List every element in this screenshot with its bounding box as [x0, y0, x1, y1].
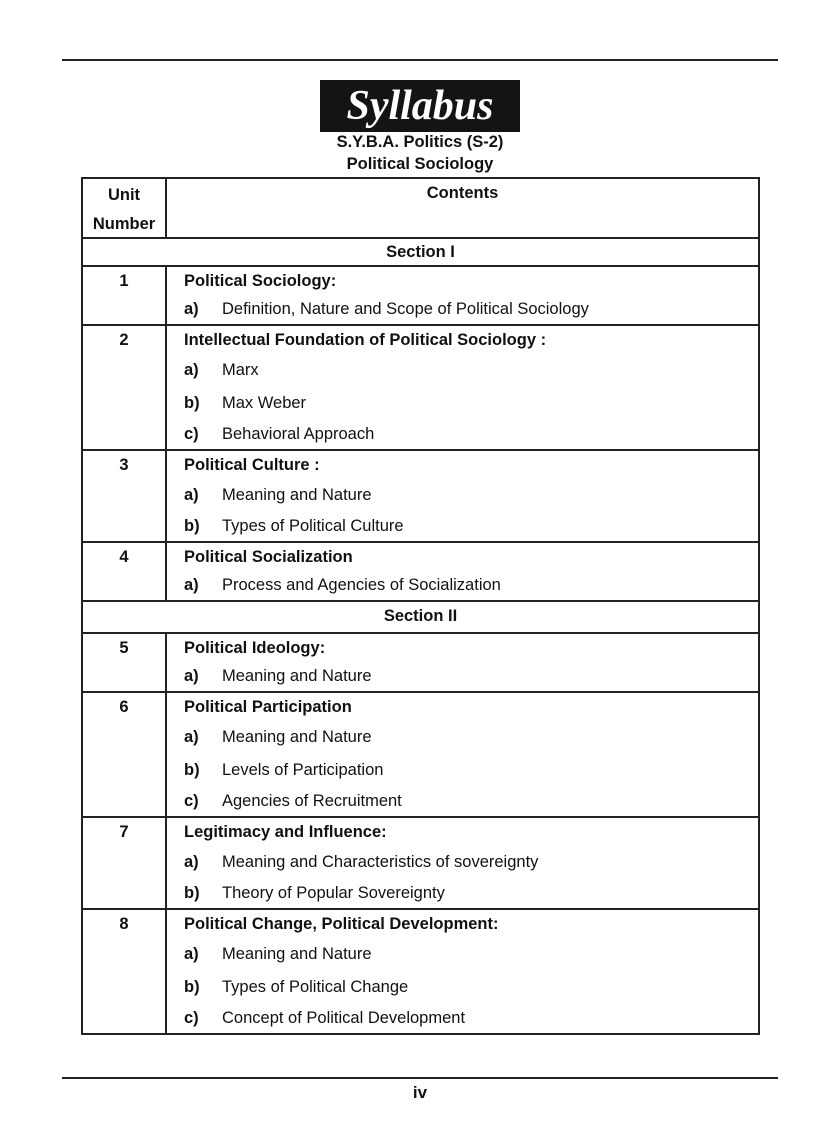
item-text: Meaning and Characteristics of sovereignty — [222, 853, 539, 871]
list-item — [184, 1004, 758, 1033]
unit-title: Political Socialization — [184, 548, 353, 566]
item-text: Marx — [222, 361, 259, 379]
item-text: Meaning and Nature — [222, 667, 372, 685]
unit-contents — [166, 542, 759, 601]
unit-contents — [166, 817, 759, 909]
course-title: S.Y.B.A. Politics (S-2) — [336, 133, 504, 151]
section-row — [82, 238, 759, 266]
item-label: a) — [184, 361, 199, 379]
table-header-row — [82, 178, 759, 238]
unit-number: 6 — [82, 692, 166, 817]
section-row — [82, 601, 759, 633]
item-text: Meaning and Nature — [222, 945, 372, 963]
syllabus-banner: Syllabus — [320, 80, 520, 132]
unit-number: 1 — [82, 266, 166, 325]
item-label: b) — [184, 517, 200, 535]
item-label: b) — [184, 978, 200, 996]
list-item — [184, 420, 758, 449]
unit-contents — [166, 325, 759, 450]
unit-title: Political Ideology: — [184, 639, 326, 657]
item-label: a) — [184, 945, 199, 963]
unit-title: Legitimacy and Influence: — [184, 823, 387, 841]
table-row — [82, 266, 759, 325]
item-label: a) — [184, 576, 199, 594]
page-number: iv — [412, 1083, 428, 1102]
section-2-heading: Section II — [82, 601, 759, 633]
list-item — [184, 354, 758, 387]
list-item — [184, 879, 758, 908]
unit-header-line2: Number — [92, 215, 156, 233]
contents-header: Contents — [166, 178, 759, 238]
unit-number: 3 — [82, 450, 166, 542]
top-rule — [62, 59, 778, 61]
unit-contents — [166, 266, 759, 325]
item-label: a) — [184, 486, 199, 504]
list-item — [184, 387, 758, 420]
list-item — [184, 754, 758, 787]
item-label: c) — [184, 1009, 199, 1027]
table-row — [82, 325, 759, 450]
unit-number: 4 — [82, 542, 166, 601]
item-text: Agencies of Recruitment — [222, 792, 402, 810]
unit-contents — [166, 909, 759, 1034]
item-text: Process and Agencies of Socialization — [222, 576, 501, 594]
unit-number: 8 — [82, 909, 166, 1034]
list-item — [184, 571, 758, 600]
item-text: Types of Political Culture — [222, 517, 404, 535]
list-item — [184, 721, 758, 754]
unit-title: Political Culture : — [184, 456, 320, 474]
item-text: Concept of Political Development — [222, 1009, 466, 1027]
unit-number-header — [82, 178, 166, 238]
item-text: Meaning and Nature — [222, 728, 372, 746]
unit-header-line1: Unit — [107, 186, 141, 204]
table-row — [82, 542, 759, 601]
unit-number: 2 — [82, 325, 166, 450]
list-item — [184, 295, 758, 324]
table-row — [82, 909, 759, 1034]
section-1-heading: Section I — [82, 238, 759, 266]
item-label: a) — [184, 300, 199, 318]
subject-title: Political Sociology — [346, 155, 494, 173]
table-row — [82, 692, 759, 817]
item-text: Meaning and Nature — [222, 486, 372, 504]
item-label: a) — [184, 667, 199, 685]
item-label: b) — [184, 761, 200, 779]
item-label: a) — [184, 853, 199, 871]
unit-title: Political Sociology: — [184, 272, 337, 290]
bottom-rule — [62, 1077, 778, 1079]
unit-number: 5 — [82, 633, 166, 692]
unit-contents — [166, 450, 759, 542]
item-label: a) — [184, 728, 199, 746]
unit-contents — [166, 633, 759, 692]
item-label: c) — [184, 792, 199, 810]
item-text: Types of Political Change — [222, 978, 409, 996]
list-item — [184, 846, 758, 879]
unit-title: Intellectual Foundation of Political Sociology : — [184, 331, 547, 349]
list-item — [184, 787, 758, 816]
item-text: Definition, Nature and Scope of Political Sociology — [222, 300, 589, 318]
list-item — [184, 479, 758, 512]
unit-title: Political Change, Political Development: — [184, 915, 499, 933]
table-row — [82, 633, 759, 692]
item-text: Max Weber — [222, 394, 307, 412]
unit-title: Political Participation — [184, 698, 352, 716]
unit-number: 7 — [82, 817, 166, 909]
list-item — [184, 662, 758, 691]
list-item — [184, 512, 758, 541]
unit-contents — [166, 692, 759, 817]
syllabus-table — [81, 177, 760, 1035]
list-item — [184, 971, 758, 1004]
item-text: Levels of Participation — [222, 761, 384, 779]
item-label: b) — [184, 884, 200, 902]
table-row — [82, 450, 759, 542]
item-label: b) — [184, 394, 200, 412]
item-label: c) — [184, 425, 199, 443]
item-text: Behavioral Approach — [222, 425, 375, 443]
table-row — [82, 817, 759, 909]
item-text: Theory of Popular Sovereignty — [222, 884, 445, 902]
list-item — [184, 938, 758, 971]
